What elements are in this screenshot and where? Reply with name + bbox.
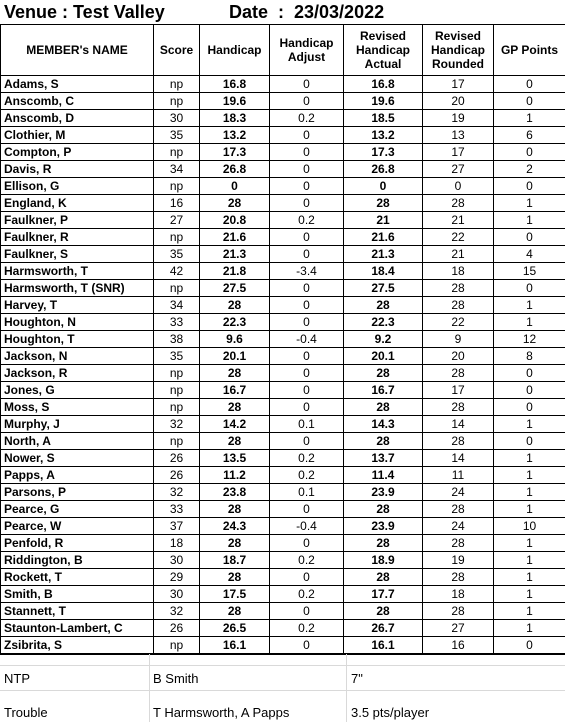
member-name-cell: Anscomb, C xyxy=(1,93,154,110)
table-row xyxy=(1,195,565,212)
handicap-cell: 28 xyxy=(200,501,270,518)
handicap-cell: 11.2 xyxy=(200,467,270,484)
handicap-cell: 16.8 xyxy=(200,76,270,93)
table-row xyxy=(1,161,565,178)
table-row xyxy=(1,399,565,416)
revised-actual-cell: 17.3 xyxy=(344,144,423,161)
member-name-cell: Jackson, N xyxy=(1,348,154,365)
handicap-cell: 21.8 xyxy=(200,263,270,280)
table-row xyxy=(1,178,565,195)
member-name-cell: Nower, S xyxy=(1,450,154,467)
col-handicap-header: Handicap xyxy=(200,25,270,76)
gp-points-cell: 1 xyxy=(494,586,565,603)
table-row xyxy=(1,637,565,654)
handicap-adjust-cell: -0.4 xyxy=(270,331,344,348)
gp-points-cell: 0 xyxy=(494,144,565,161)
handicap-adjust-cell: 0 xyxy=(270,637,344,654)
table-row xyxy=(1,620,565,637)
handicap-adjust-cell: 0 xyxy=(270,246,344,263)
score-cell: 30 xyxy=(154,586,200,603)
member-name-cell: Moss, S xyxy=(1,399,154,416)
score-cell: 42 xyxy=(154,263,200,280)
header-row xyxy=(1,25,565,76)
score-cell: 26 xyxy=(154,450,200,467)
score-cell: np xyxy=(154,178,200,195)
handicap-cell: 28 xyxy=(200,433,270,450)
revised-rounded-cell: 22 xyxy=(423,229,494,246)
table-row xyxy=(1,127,565,144)
member-name-cell: Zsibrita, S xyxy=(1,637,154,654)
gp-points-cell: 1 xyxy=(494,484,565,501)
handicap-adjust-cell: 0 xyxy=(270,127,344,144)
gp-points-cell: 0 xyxy=(494,178,565,195)
divider xyxy=(0,690,565,691)
score-cell: np xyxy=(154,144,200,161)
revised-rounded-cell: 28 xyxy=(423,433,494,450)
revised-actual-cell: 28 xyxy=(344,399,423,416)
gp-points-cell: 1 xyxy=(494,416,565,433)
member-name-cell: Pearce, G xyxy=(1,501,154,518)
handicap-adjust-cell: 0.2 xyxy=(270,586,344,603)
score-cell: 29 xyxy=(154,569,200,586)
member-name-cell: Rockett, T xyxy=(1,569,154,586)
handicap-adjust-cell: 0.2 xyxy=(270,212,344,229)
handicap-adjust-cell: 0 xyxy=(270,93,344,110)
score-cell: 38 xyxy=(154,331,200,348)
handicap-adjust-cell: 0.2 xyxy=(270,620,344,637)
handicap-adjust-cell: 0 xyxy=(270,144,344,161)
revised-rounded-cell: 22 xyxy=(423,314,494,331)
ntp-label: NTP xyxy=(4,671,30,686)
col-handicap-adjust-header: Handicap Adjust xyxy=(270,25,344,76)
score-cell: np xyxy=(154,280,200,297)
member-name-cell: Riddington, B xyxy=(1,552,154,569)
gp-points-cell: 1 xyxy=(494,467,565,484)
gp-points-cell: 1 xyxy=(494,450,565,467)
gp-points-cell: 0 xyxy=(494,229,565,246)
table-row xyxy=(1,297,565,314)
revised-rounded-cell: 27 xyxy=(423,620,494,637)
table-row xyxy=(1,450,565,467)
gp-points-cell: 0 xyxy=(494,382,565,399)
revised-rounded-cell: 13 xyxy=(423,127,494,144)
handicap-adjust-cell: 0 xyxy=(270,348,344,365)
revised-rounded-cell: 28 xyxy=(423,297,494,314)
revised-rounded-cell: 24 xyxy=(423,518,494,535)
handicap-cell: 9.6 xyxy=(200,331,270,348)
member-name-cell: Houghton, T xyxy=(1,331,154,348)
revised-rounded-cell: 19 xyxy=(423,552,494,569)
member-name-cell: England, K xyxy=(1,195,154,212)
gp-points-cell: 1 xyxy=(494,603,565,620)
revised-actual-cell: 28 xyxy=(344,535,423,552)
handicap-adjust-cell: 0 xyxy=(270,297,344,314)
score-cell: 35 xyxy=(154,127,200,144)
revised-actual-cell: 21 xyxy=(344,212,423,229)
revised-actual-cell: 16.8 xyxy=(344,76,423,93)
handicap-cell: 16.1 xyxy=(200,637,270,654)
member-name-cell: Faulkner, S xyxy=(1,246,154,263)
score-cell: np xyxy=(154,637,200,654)
revised-actual-cell: 18.5 xyxy=(344,110,423,127)
revised-rounded-cell: 28 xyxy=(423,501,494,518)
revised-rounded-cell: 20 xyxy=(423,348,494,365)
revised-actual-cell: 23.9 xyxy=(344,484,423,501)
revised-actual-cell: 22.3 xyxy=(344,314,423,331)
revised-actual-cell: 27.5 xyxy=(344,280,423,297)
handicap-cell: 27.5 xyxy=(200,280,270,297)
score-cell: np xyxy=(154,93,200,110)
revised-rounded-cell: 11 xyxy=(423,467,494,484)
header-bar xyxy=(0,0,565,25)
score-cell: 32 xyxy=(154,484,200,501)
gp-points-cell: 0 xyxy=(494,433,565,450)
member-name-cell: Parsons, P xyxy=(1,484,154,501)
revised-rounded-cell: 28 xyxy=(423,603,494,620)
table-row xyxy=(1,280,565,297)
score-cell: 37 xyxy=(154,518,200,535)
handicap-cell: 21.6 xyxy=(200,229,270,246)
revised-rounded-cell: 14 xyxy=(423,450,494,467)
handicap-cell: 28 xyxy=(200,195,270,212)
table-row xyxy=(1,416,565,433)
revised-rounded-cell: 28 xyxy=(423,195,494,212)
revised-actual-cell: 0 xyxy=(344,178,423,195)
table-row xyxy=(1,501,565,518)
table-row xyxy=(1,552,565,569)
revised-actual-cell: 11.4 xyxy=(344,467,423,484)
score-cell: 32 xyxy=(154,416,200,433)
member-name-cell: Faulkner, R xyxy=(1,229,154,246)
table-row xyxy=(1,314,565,331)
gp-points-cell: 15 xyxy=(494,263,565,280)
handicap-cell: 26.8 xyxy=(200,161,270,178)
handicap-cell: 14.2 xyxy=(200,416,270,433)
handicap-adjust-cell: 0 xyxy=(270,535,344,552)
trouble-row xyxy=(0,702,565,724)
ntp-value: 7" xyxy=(351,671,363,686)
score-cell: 34 xyxy=(154,297,200,314)
trouble-names: T Harmsworth, A Papps xyxy=(153,705,289,720)
score-cell: 18 xyxy=(154,535,200,552)
handicap-adjust-cell: 0 xyxy=(270,76,344,93)
handicap-cell: 23.8 xyxy=(200,484,270,501)
table-row xyxy=(1,569,565,586)
gp-points-cell: 1 xyxy=(494,212,565,229)
handicap-adjust-cell: 0 xyxy=(270,229,344,246)
revised-actual-cell: 17.7 xyxy=(344,586,423,603)
gp-points-cell: 10 xyxy=(494,518,565,535)
revised-actual-cell: 13.7 xyxy=(344,450,423,467)
revised-actual-cell: 9.2 xyxy=(344,331,423,348)
handicap-cell: 28 xyxy=(200,535,270,552)
revised-rounded-cell: 28 xyxy=(423,535,494,552)
score-cell: 30 xyxy=(154,110,200,127)
gp-points-cell: 0 xyxy=(494,76,565,93)
revised-rounded-cell: 18 xyxy=(423,586,494,603)
table-row xyxy=(1,433,565,450)
handicap-cell: 19.6 xyxy=(200,93,270,110)
gp-points-cell: 1 xyxy=(494,195,565,212)
score-cell: 26 xyxy=(154,620,200,637)
gp-points-cell: 2 xyxy=(494,161,565,178)
handicap-adjust-cell: 0.1 xyxy=(270,416,344,433)
revised-rounded-cell: 28 xyxy=(423,569,494,586)
revised-actual-cell: 28 xyxy=(344,569,423,586)
handicap-adjust-cell: 0.2 xyxy=(270,110,344,127)
gp-points-cell: 1 xyxy=(494,620,565,637)
revised-rounded-cell: 17 xyxy=(423,76,494,93)
table-row xyxy=(1,76,565,93)
revised-actual-cell: 18.4 xyxy=(344,263,423,280)
member-name-cell: Stannett, T xyxy=(1,603,154,620)
revised-rounded-cell: 18 xyxy=(423,263,494,280)
table-row xyxy=(1,110,565,127)
handicap-adjust-cell: 0.2 xyxy=(270,552,344,569)
revised-actual-cell: 16.1 xyxy=(344,637,423,654)
revised-rounded-cell: 17 xyxy=(423,382,494,399)
table-row xyxy=(1,518,565,535)
table-row xyxy=(1,93,565,110)
revised-rounded-cell: 21 xyxy=(423,212,494,229)
col-member-name-header: MEMBER's NAME xyxy=(1,25,154,76)
handicap-adjust-cell: 0.2 xyxy=(270,467,344,484)
table-row xyxy=(1,535,565,552)
member-name-cell: Ellison, G xyxy=(1,178,154,195)
handicap-adjust-cell: 0 xyxy=(270,569,344,586)
handicap-cell: 28 xyxy=(200,569,270,586)
score-cell: np xyxy=(154,382,200,399)
member-name-cell: Adams, S xyxy=(1,76,154,93)
revised-rounded-cell: 9 xyxy=(423,331,494,348)
handicap-cell: 20.8 xyxy=(200,212,270,229)
handicap-cell: 16.7 xyxy=(200,382,270,399)
score-cell: 33 xyxy=(154,501,200,518)
gp-points-cell: 1 xyxy=(494,314,565,331)
revised-actual-cell: 28 xyxy=(344,433,423,450)
revised-actual-cell: 28 xyxy=(344,195,423,212)
member-name-cell: North, A xyxy=(1,433,154,450)
revised-actual-cell: 26.8 xyxy=(344,161,423,178)
table-row xyxy=(1,246,565,263)
handicap-cell: 28 xyxy=(200,603,270,620)
revised-rounded-cell: 27 xyxy=(423,161,494,178)
trouble-value: 3.5 pts/player xyxy=(351,705,429,720)
score-cell: 27 xyxy=(154,212,200,229)
revised-rounded-cell: 17 xyxy=(423,144,494,161)
table-row xyxy=(1,229,565,246)
revised-rounded-cell: 24 xyxy=(423,484,494,501)
handicap-adjust-cell: 0 xyxy=(270,280,344,297)
member-name-cell: Harmsworth, T (SNR) xyxy=(1,280,154,297)
date-title: Date : 23/03/2022 xyxy=(229,2,384,23)
handicap-cell: 28 xyxy=(200,297,270,314)
handicap-cell: 24.3 xyxy=(200,518,270,535)
revised-actual-cell: 23.9 xyxy=(344,518,423,535)
ntp-row xyxy=(0,668,565,690)
table-row xyxy=(1,603,565,620)
table-row xyxy=(1,331,565,348)
handicap-adjust-cell: 0 xyxy=(270,433,344,450)
col-score-header: Score xyxy=(154,25,200,76)
handicap-adjust-cell: 0 xyxy=(270,365,344,382)
score-cell: 26 xyxy=(154,467,200,484)
score-cell: np xyxy=(154,399,200,416)
revised-rounded-cell: 21 xyxy=(423,246,494,263)
gp-points-cell: 0 xyxy=(494,280,565,297)
revised-rounded-cell: 14 xyxy=(423,416,494,433)
handicap-adjust-cell: 0.2 xyxy=(270,450,344,467)
member-name-cell: Papps, A xyxy=(1,467,154,484)
revised-actual-cell: 20.1 xyxy=(344,348,423,365)
revised-actual-cell: 18.9 xyxy=(344,552,423,569)
gp-points-cell: 12 xyxy=(494,331,565,348)
table-body xyxy=(1,76,565,654)
table-row xyxy=(1,382,565,399)
member-name-cell: Anscomb, D xyxy=(1,110,154,127)
revised-rounded-cell: 0 xyxy=(423,178,494,195)
revised-actual-cell: 26.7 xyxy=(344,620,423,637)
gp-points-cell: 0 xyxy=(494,637,565,654)
handicap-adjust-cell: 0 xyxy=(270,195,344,212)
score-cell: np xyxy=(154,433,200,450)
member-name-cell: Staunton-Lambert, C xyxy=(1,620,154,637)
handicap-adjust-cell: 0.1 xyxy=(270,484,344,501)
revised-rounded-cell: 28 xyxy=(423,365,494,382)
score-cell: np xyxy=(154,229,200,246)
col-revised-rounded-header: Revised Handicap Rounded xyxy=(423,25,494,76)
table-row xyxy=(1,484,565,501)
member-name-cell: Houghton, N xyxy=(1,314,154,331)
revised-actual-cell: 28 xyxy=(344,501,423,518)
table-row xyxy=(1,144,565,161)
handicap-cell: 17.5 xyxy=(200,586,270,603)
footer xyxy=(0,654,565,722)
revised-actual-cell: 21.6 xyxy=(344,229,423,246)
member-name-cell: Jackson, R xyxy=(1,365,154,382)
score-cell: 33 xyxy=(154,314,200,331)
gp-points-cell: 0 xyxy=(494,365,565,382)
revised-actual-cell: 13.2 xyxy=(344,127,423,144)
score-cell: 35 xyxy=(154,246,200,263)
handicap-adjust-cell: 0 xyxy=(270,314,344,331)
handicap-cell: 18.3 xyxy=(200,110,270,127)
member-name-cell: Harmsworth, T xyxy=(1,263,154,280)
score-cell: 30 xyxy=(154,552,200,569)
handicap-cell: 0 xyxy=(200,178,270,195)
table-row xyxy=(1,212,565,229)
gp-points-cell: 1 xyxy=(494,297,565,314)
ntp-name: B Smith xyxy=(153,671,199,686)
gp-points-cell: 1 xyxy=(494,110,565,127)
handicap-cell: 20.1 xyxy=(200,348,270,365)
member-name-cell: Jones, G xyxy=(1,382,154,399)
handicap-cell: 13.5 xyxy=(200,450,270,467)
divider xyxy=(0,654,565,655)
table-row xyxy=(1,365,565,382)
handicap-cell: 26.5 xyxy=(200,620,270,637)
score-cell: np xyxy=(154,76,200,93)
handicap-adjust-cell: -3.4 xyxy=(270,263,344,280)
col-gp-points-header: GP Points xyxy=(494,25,565,76)
gp-points-cell: 1 xyxy=(494,501,565,518)
handicap-cell: 21.3 xyxy=(200,246,270,263)
revised-rounded-cell: 20 xyxy=(423,93,494,110)
score-cell: 34 xyxy=(154,161,200,178)
gp-points-cell: 4 xyxy=(494,246,565,263)
table-row xyxy=(1,263,565,280)
revised-actual-cell: 21.3 xyxy=(344,246,423,263)
revised-rounded-cell: 16 xyxy=(423,637,494,654)
handicap-cell: 28 xyxy=(200,399,270,416)
member-name-cell: Penfold, R xyxy=(1,535,154,552)
handicap-adjust-cell: 0 xyxy=(270,603,344,620)
results-table xyxy=(0,24,565,654)
gp-points-cell: 1 xyxy=(494,552,565,569)
gp-points-cell: 6 xyxy=(494,127,565,144)
revised-actual-cell: 14.3 xyxy=(344,416,423,433)
table-row xyxy=(1,586,565,603)
handicap-adjust-cell: -0.4 xyxy=(270,518,344,535)
table-row xyxy=(1,348,565,365)
revised-rounded-cell: 19 xyxy=(423,110,494,127)
revised-actual-cell: 19.6 xyxy=(344,93,423,110)
revised-rounded-cell: 28 xyxy=(423,280,494,297)
handicap-adjust-cell: 0 xyxy=(270,501,344,518)
handicap-cell: 17.3 xyxy=(200,144,270,161)
score-cell: 16 xyxy=(154,195,200,212)
gp-points-cell: 1 xyxy=(494,535,565,552)
handicap-cell: 18.7 xyxy=(200,552,270,569)
score-cell: np xyxy=(154,365,200,382)
handicap-cell: 13.2 xyxy=(200,127,270,144)
member-name-cell: Davis, R xyxy=(1,161,154,178)
handicap-adjust-cell: 0 xyxy=(270,161,344,178)
gp-points-cell: 8 xyxy=(494,348,565,365)
member-name-cell: Harvey, T xyxy=(1,297,154,314)
col-revised-actual-header: Revised Handicap Actual xyxy=(344,25,423,76)
revised-actual-cell: 28 xyxy=(344,603,423,620)
trouble-label: Trouble xyxy=(4,705,48,720)
member-name-cell: Murphy, J xyxy=(1,416,154,433)
handicap-cell: 28 xyxy=(200,365,270,382)
member-name-cell: Faulkner, P xyxy=(1,212,154,229)
member-name-cell: Clothier, M xyxy=(1,127,154,144)
member-name-cell: Pearce, W xyxy=(1,518,154,535)
member-name-cell: Compton, P xyxy=(1,144,154,161)
revised-actual-cell: 28 xyxy=(344,365,423,382)
gp-points-cell: 0 xyxy=(494,399,565,416)
handicap-adjust-cell: 0 xyxy=(270,399,344,416)
score-cell: 35 xyxy=(154,348,200,365)
score-cell: 32 xyxy=(154,603,200,620)
handicap-adjust-cell: 0 xyxy=(270,382,344,399)
handicap-cell: 22.3 xyxy=(200,314,270,331)
revised-actual-cell: 28 xyxy=(344,297,423,314)
handicap-adjust-cell: 0 xyxy=(270,178,344,195)
venue-title: Venue : Test Valley xyxy=(4,2,165,23)
table-row xyxy=(1,467,565,484)
gp-points-cell: 0 xyxy=(494,93,565,110)
revised-rounded-cell: 28 xyxy=(423,399,494,416)
revised-actual-cell: 16.7 xyxy=(344,382,423,399)
divider xyxy=(0,665,565,666)
gp-points-cell: 1 xyxy=(494,569,565,586)
member-name-cell: Smith, B xyxy=(1,586,154,603)
